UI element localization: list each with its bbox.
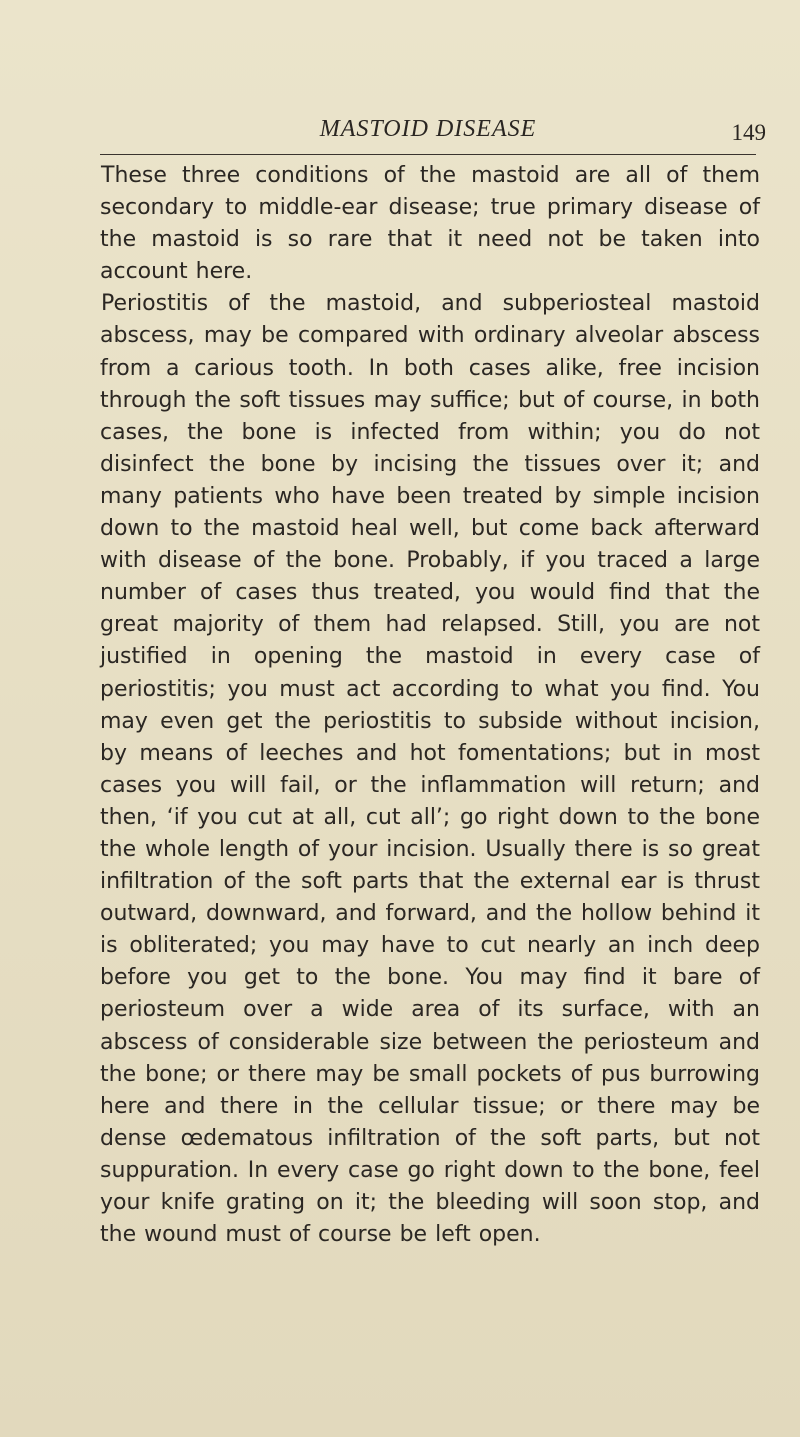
page-number: 149 [731, 120, 766, 145]
body-text [100, 160, 760, 1251]
running-title: MASTOID DISEASE [319, 116, 537, 142]
running-head [100, 110, 766, 150]
header-rule [100, 154, 756, 155]
paragraph: These three conditions of the mastoid are all of them secondary to middle-ear disease; true primary disease of the mastoid is so rare that it need not be taken into account here. [100, 163, 760, 285]
paragraph: Periostitis of the mastoid, and subperiosteal mastoid abscess, may be compared with ordinary alveolar abscess from a carious tooth. In both cases alike, free incision through the soft tissues may suffice; but of course, in both cases, the bone is infected from within; you do not disinfect the bone by incising the tissues over it; and many patients who have been treated by simple incision down to the mastoid heal well, but come back afterward with disease of the bone. Probably, if you traced a large number of cases thus treated, you would find that the great majority of them had relapsed. Still, you are not justified in opening the mastoid in every case of periostitis; you must act according to what you find. You may even get the periostitis to subside without incision, by means of leeches and hot fomentations; but in most cases you will fail, or the inflammation will return; and then, ‘if you cut at all, cut all’; go right down to the bone the whole length of your incision. Usually there is so great infiltration of the soft parts that the external ear is thrust outward, downward, and forward, and the hollow behind it is obliterated; you may have to cut nearly an inch deep before you get to the bone. You may find it bare of periosteum over a wide area of its surface, with an abscess of considerable size between the periosteum and the bone; or there may be small pockets of pus burrowing here and there in the cellular tissue; or there may be dense œdematous infiltration of the soft parts, but not suppuration. In every case go right down to the bone, feel your knife grating on it; the bleeding will soon stop, and the wound must of course be left open. [100, 291, 760, 1248]
